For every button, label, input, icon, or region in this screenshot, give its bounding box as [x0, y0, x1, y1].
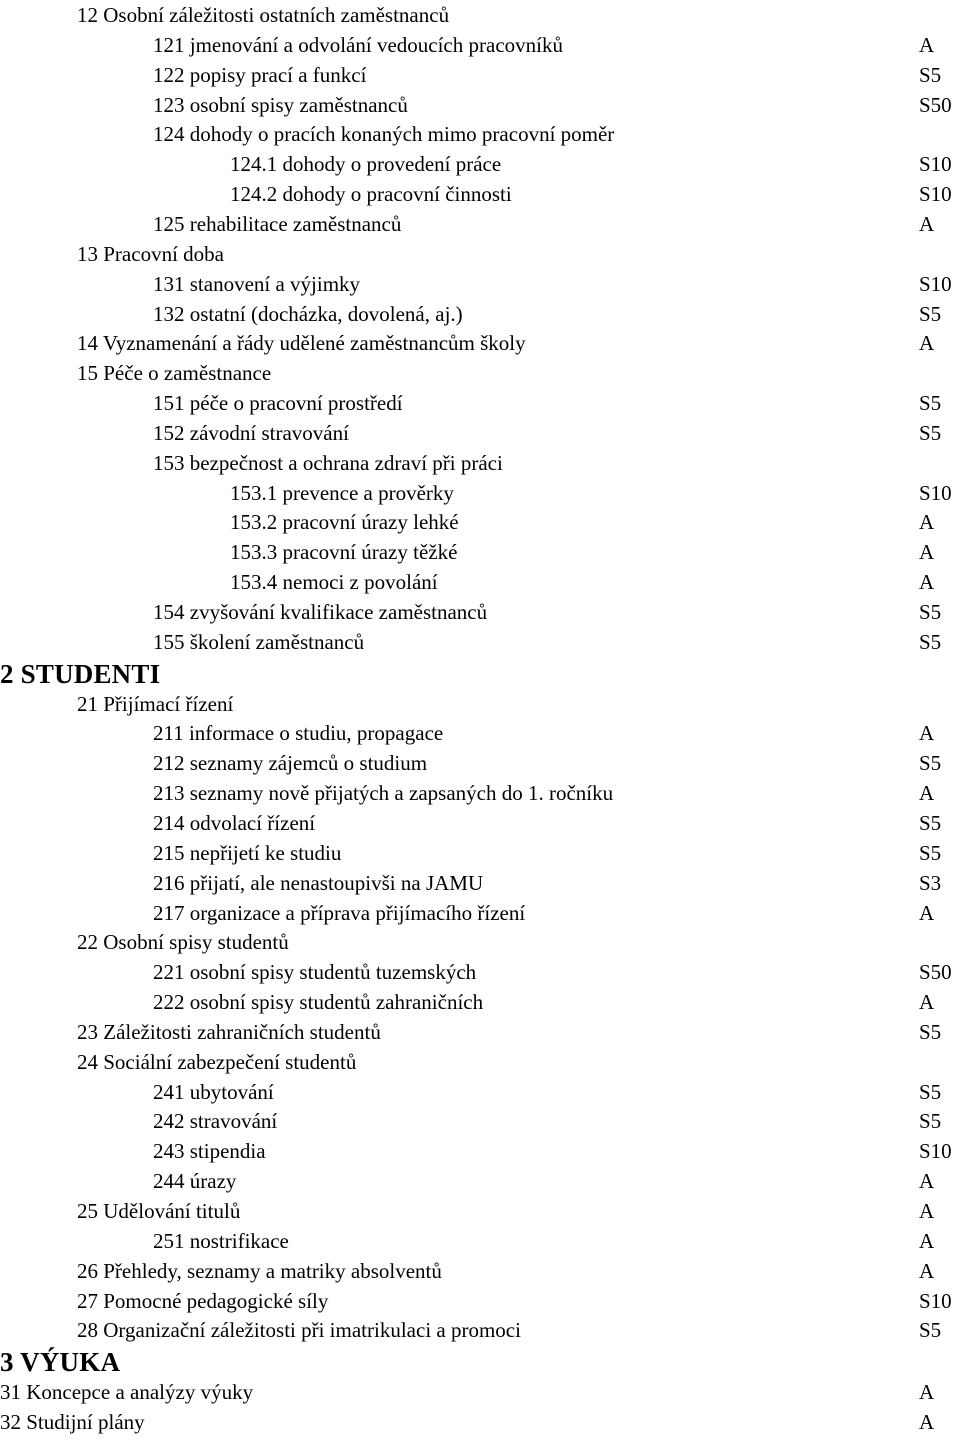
retention-code: S5 — [919, 63, 942, 87]
retention-code: S5 — [919, 1318, 942, 1342]
register-row — [0, 1377, 960, 1407]
retention-code: A — [919, 781, 935, 805]
row-label: 222 osobní spisy studentů zahraničních — [153, 990, 484, 1014]
retention-code: S10 — [919, 1139, 952, 1163]
register-row — [0, 838, 960, 868]
row-label: 213 seznamy nově přijatých a zapsaných do 1. ročníku — [153, 781, 614, 805]
register-row — [0, 1047, 960, 1077]
register-row — [0, 179, 960, 209]
retention-code: S50 — [919, 93, 952, 117]
retention-code: A — [919, 510, 935, 534]
register-row — [0, 388, 960, 418]
register-row — [0, 748, 960, 778]
register-row — [0, 328, 960, 358]
retention-code: S5 — [919, 1080, 942, 1104]
retention-code: A — [919, 990, 935, 1014]
register-row — [0, 269, 960, 299]
retention-code: A — [919, 1169, 935, 1193]
register-row — [0, 1226, 960, 1256]
row-label: 14 Vyznamenání a řády udělené zaměstnancům školy — [77, 331, 526, 355]
retention-code: A — [919, 1410, 935, 1434]
register-row — [0, 30, 960, 60]
register-row — [0, 537, 960, 567]
register-row — [0, 1017, 960, 1047]
register-row — [0, 1136, 960, 1166]
row-label: 123 osobní spisy zaměstnanců — [153, 93, 408, 117]
row-label: 242 stravování — [153, 1109, 278, 1133]
retention-code: S5 — [919, 1109, 942, 1133]
retention-code: S5 — [919, 1020, 942, 1044]
retention-code: A — [919, 570, 935, 594]
register-row — [0, 299, 960, 329]
row-label: 15 Péče o zaměstnance — [77, 361, 272, 385]
retention-code: A — [919, 1199, 935, 1223]
row-label: 215 nepřijetí ke studiu — [153, 841, 342, 865]
retention-code: A — [919, 1259, 935, 1283]
row-label: 217 organizace a příprava přijímacího řízení — [153, 901, 526, 925]
section-title: 2 STUDENTI — [0, 659, 161, 689]
retention-code: S5 — [919, 391, 942, 415]
retention-code: S5 — [919, 421, 942, 445]
row-label: 31 Koncepce a analýzy výuky — [0, 1380, 254, 1404]
retention-code: S10 — [919, 1289, 952, 1313]
row-label: 26 Přehledy, seznamy a matriky absolventů — [77, 1259, 442, 1283]
row-label: 221 osobní spisy studentů tuzemských — [153, 960, 477, 984]
register-row — [0, 778, 960, 808]
retention-code: S5 — [919, 600, 942, 624]
register-row — [0, 597, 960, 627]
row-label: 132 ostatní (docházka, dovolená, aj.) — [153, 302, 463, 326]
row-label: 124.2 dohody o pracovní činnosti — [230, 182, 512, 206]
register-row — [0, 507, 960, 537]
register-row — [0, 868, 960, 898]
row-label: 28 Organizační záležitosti při imatrikulaci a promoci — [77, 1318, 521, 1342]
register-row — [0, 567, 960, 597]
retention-code: S5 — [919, 630, 942, 654]
retention-code: A — [919, 540, 935, 564]
register-row — [0, 418, 960, 448]
register-row — [0, 1407, 960, 1437]
register-row — [0, 0, 960, 30]
row-label: 13 Pracovní doba — [77, 242, 224, 266]
row-label: 23 Záležitosti zahraničních studentů — [77, 1020, 381, 1044]
row-label: 27 Pomocné pedagogické síly — [77, 1289, 329, 1313]
register-row — [0, 60, 960, 90]
row-label: 122 popisy prací a funkcí — [153, 63, 367, 87]
section-heading — [0, 657, 960, 691]
retention-code: S5 — [919, 302, 942, 326]
register-row — [0, 1256, 960, 1286]
retention-code: A — [919, 33, 935, 57]
retention-code: S10 — [919, 182, 952, 206]
row-label: 25 Udělování titulů — [77, 1199, 241, 1223]
row-label: 153.4 nemoci z povolání — [230, 570, 438, 594]
retention-code: A — [919, 331, 935, 355]
register-row — [0, 1166, 960, 1196]
row-label: 153.1 prevence a prověrky — [230, 481, 454, 505]
register-row — [0, 209, 960, 239]
row-label: 243 stipendia — [153, 1139, 266, 1163]
retention-code: S10 — [919, 272, 952, 296]
register-row — [0, 478, 960, 508]
row-label: 124 dohody o pracích konaných mimo pracovní poměr — [153, 122, 615, 146]
retention-code: S50 — [919, 960, 952, 984]
row-label: 12 Osobní záležitosti ostatních zaměstnanců — [77, 3, 450, 27]
row-label: 124.1 dohody o provedení práce — [230, 152, 502, 176]
retention-code: S10 — [919, 481, 952, 505]
row-label: 131 stanovení a výjimky — [153, 272, 361, 296]
row-label: 32 Studijní plány — [0, 1410, 145, 1434]
retention-code: A — [919, 212, 935, 236]
register-row — [0, 239, 960, 269]
retention-code: S3 — [919, 871, 942, 895]
row-label: 153.3 pracovní úrazy těžké — [230, 540, 458, 564]
section-heading — [0, 1345, 960, 1379]
register-row — [0, 1106, 960, 1136]
retention-code: A — [919, 721, 935, 745]
retention-code: S10 — [919, 152, 952, 176]
row-label: 216 přijatí, ale nenastoupivši na JAMU — [153, 871, 484, 895]
register-row — [0, 957, 960, 987]
row-label: 241 ubytování — [153, 1080, 274, 1104]
retention-code: A — [919, 901, 935, 925]
row-label: 155 školení zaměstnanců — [153, 630, 365, 654]
register-row — [0, 448, 960, 478]
row-label: 154 zvyšování kvalifikace zaměstnanců — [153, 600, 488, 624]
register-row — [0, 1315, 960, 1345]
row-label: 211 informace o studiu, propagace — [153, 721, 444, 745]
register-row — [0, 90, 960, 120]
row-label: 125 rehabilitace zaměstnanců — [153, 212, 402, 236]
register-row — [0, 927, 960, 957]
register-row — [0, 898, 960, 928]
register-row — [0, 119, 960, 149]
register-row — [0, 718, 960, 748]
retention-code: S5 — [919, 841, 942, 865]
register-row — [0, 627, 960, 657]
register-row — [0, 149, 960, 179]
register-row — [0, 987, 960, 1017]
register-row — [0, 689, 960, 719]
register-row — [0, 1196, 960, 1226]
register-row — [0, 358, 960, 388]
section-title: 3 VÝUKA — [0, 1347, 121, 1377]
row-label: 212 seznamy zájemců o studium — [153, 751, 428, 775]
row-label: 153.2 pracovní úrazy lehké — [230, 510, 459, 534]
row-label: 153 bezpečnost a ochrana zdraví při práci — [153, 451, 503, 475]
row-label: 24 Sociální zabezpečení studentů — [77, 1050, 357, 1074]
row-label: 152 závodní stravování — [153, 421, 349, 445]
row-label: 251 nostrifikace — [153, 1229, 289, 1253]
retention-code: A — [919, 1229, 935, 1253]
row-label: 244 úrazy — [153, 1169, 237, 1193]
row-label: 21 Přijímací řízení — [77, 692, 234, 716]
retention-code: A — [919, 1380, 935, 1404]
row-label: 121 jmenování a odvolání vedoucích pracovníků — [153, 33, 563, 57]
register-row — [0, 1286, 960, 1316]
retention-code: S5 — [919, 751, 942, 775]
row-label: 22 Osobní spisy studentů — [77, 930, 289, 954]
row-label: 151 péče o pracovní prostředí — [153, 391, 403, 415]
retention-code: S5 — [919, 811, 942, 835]
row-label: 214 odvolací řízení — [153, 811, 316, 835]
register-row — [0, 1077, 960, 1107]
register-row — [0, 808, 960, 838]
